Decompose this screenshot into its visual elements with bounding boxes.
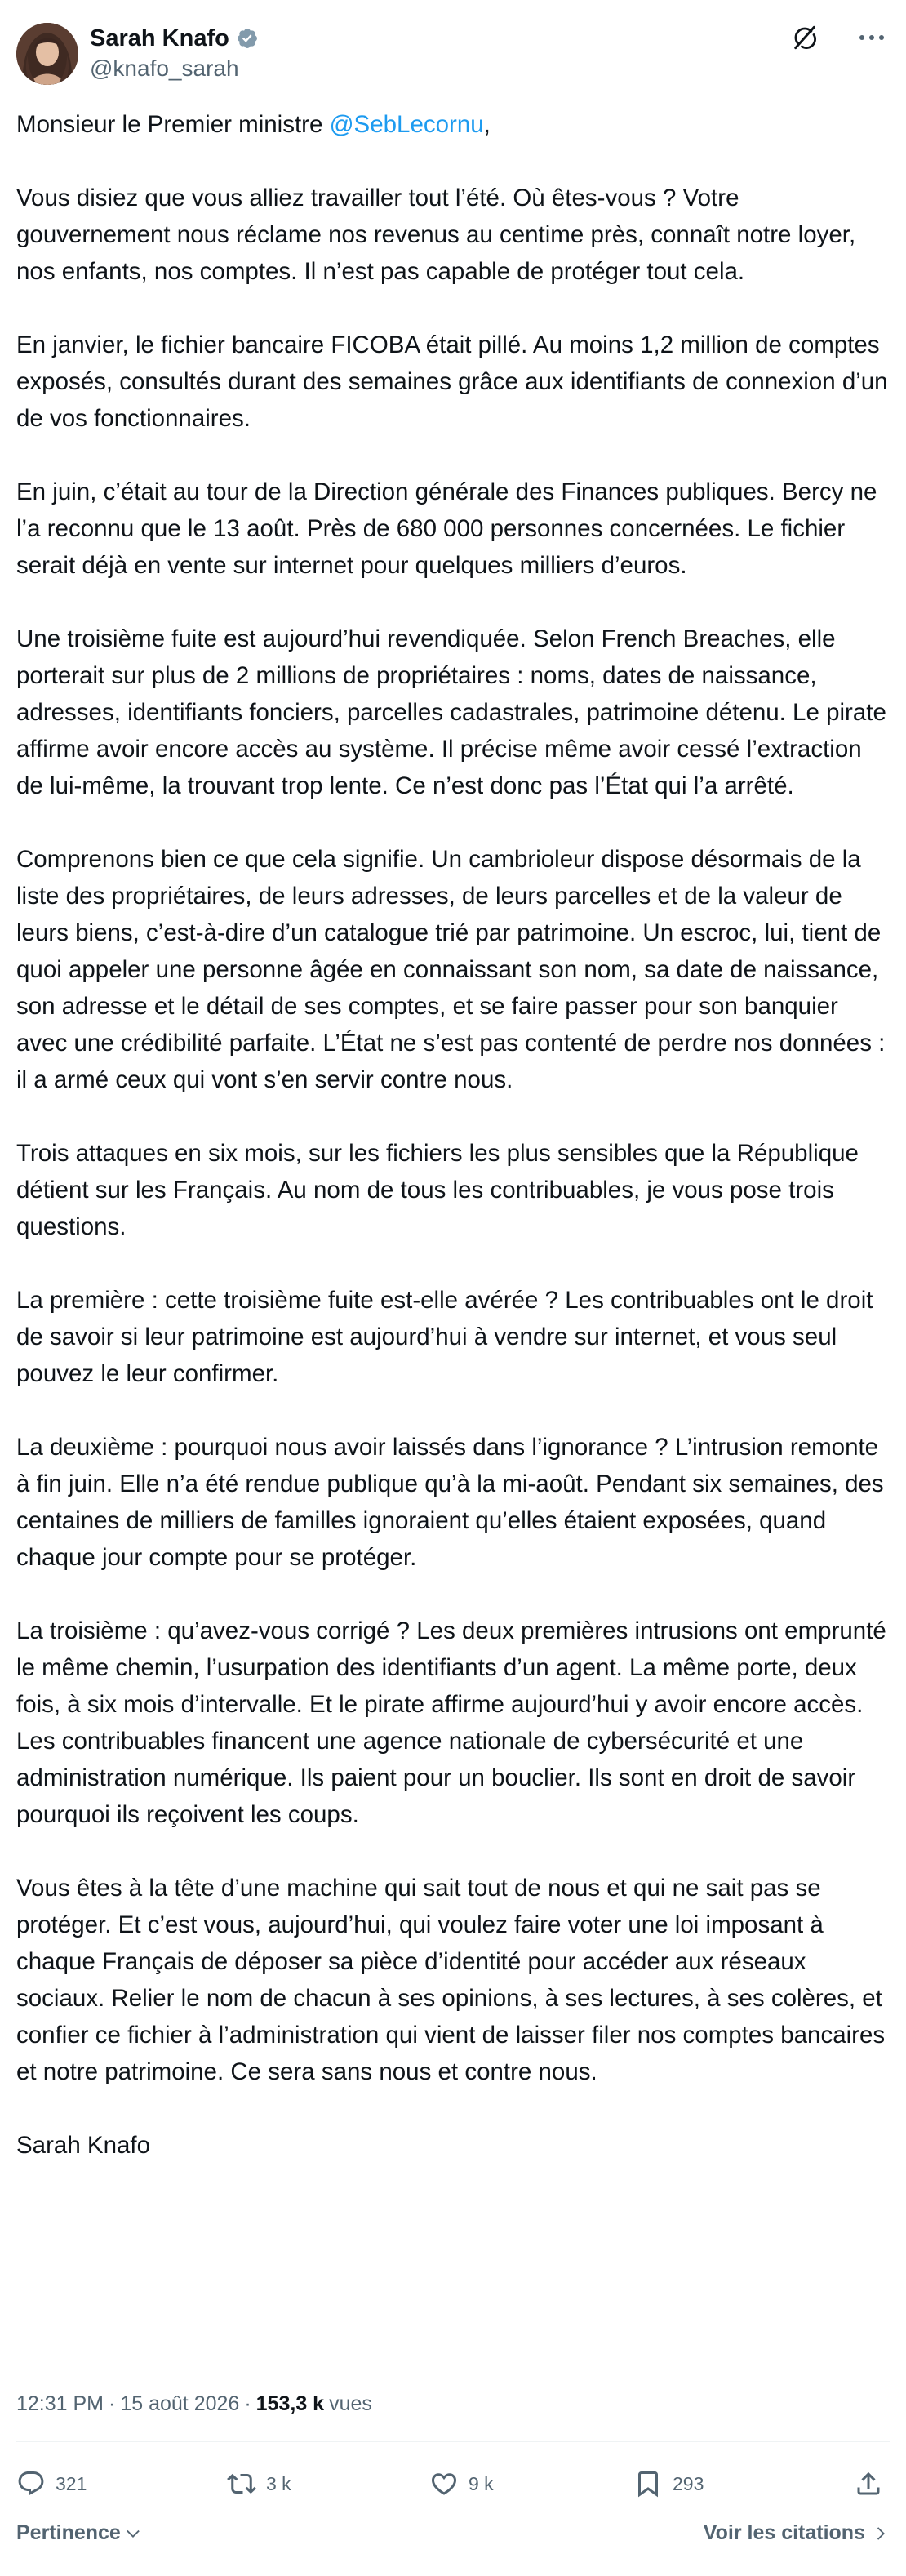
quotes-label: Voir les citations: [703, 2521, 865, 2544]
avatar[interactable]: [16, 23, 78, 85]
paragraph: La deuxième : pourquoi nous avoir laissés dans l’ignorance ? L’intrusion remonte à fin juin. Elle n’a été rendue publique qu’à la mi-août. Pendant six semaines, des centaines de milliers de familles ignoraient qu’elles étaient exposées, quand chaque jour compte pour se protéger.: [16, 1434, 884, 1571]
greeting-paragraph: [16, 106, 890, 143]
greeting-prefix: Monsieur le Premier ministre: [16, 111, 330, 138]
share-icon: [854, 2469, 883, 2498]
reply-count: 321: [56, 2472, 87, 2494]
repost-button[interactable]: [227, 2459, 291, 2508]
reply-button[interactable]: [16, 2459, 87, 2508]
avatar-image: [16, 23, 78, 85]
sort-label: Pertinence: [16, 2521, 121, 2544]
views-label: vues: [329, 2392, 372, 2415]
chevron-down-icon: [124, 2525, 142, 2543]
action-bar: [16, 2459, 890, 2508]
post-date[interactable]: 15 août 2026: [120, 2392, 240, 2415]
like-count: 9 k: [469, 2472, 494, 2494]
author-name-row: [90, 24, 259, 52]
bookmark-icon: [633, 2469, 663, 2498]
more-options-icon[interactable]: [854, 21, 890, 54]
post-time[interactable]: 12:31 PM: [16, 2392, 104, 2415]
greeting-suffix: ,: [483, 111, 491, 138]
paragraph: En juin, c’était au tour de la Direction générale des Finances publiques. Bercy ne l’a reconnu que le 13 août. Près de 680 000 personnes concernées. Le fichier serait déjà en vente sur internet pour quelques milliers d’euros.: [16, 478, 877, 579]
paragraph: La troisième : qu’avez-vous corrigé ? Les deux premières intrusions ont emprunté le même chemin, l’usurpation des identifiants d’un agent. La même porte, deux fois, à six mois d’intervalle. Et le pirate affirme aujourd’hui y avoir encore accès. Les contribuables financent une agence nationale de cybersécurité et une administration numérique. Ils paient pour un bouclier. Ils sont en droit de savoir pourquoi ils reçoivent les coups.: [16, 1617, 886, 1828]
replies-footer: [16, 2515, 890, 2556]
post-header: [16, 20, 890, 85]
grok-icon[interactable]: [788, 21, 821, 54]
post-meta: [16, 2392, 372, 2416]
bookmark-count: 293: [673, 2472, 704, 2494]
paragraph: Vous êtes à la tête d’une machine qui sait tout de nous et qui ne sait pas se protéger. Et c’est vous, aujourd’hui, qui voulez faire voter une loi imposant à chaque Français de déposer sa pièce d’identité pour accéder aux réseaux sociaux. Relier le nom de chacun à ses opinions, à ses lectures, à ses colères, et confier ce fichier à l’administration qui vient de laisser filer nos comptes bancaires et notre patrimoine. Ce sera sans nous et contre nous.: [16, 1875, 886, 2085]
repost-count: 3 k: [266, 2472, 291, 2494]
repost-icon: [227, 2469, 256, 2498]
view-quotes-link[interactable]: [704, 2521, 890, 2545]
chevron-right-icon: [872, 2525, 890, 2543]
reply-icon: [16, 2469, 46, 2498]
paragraph: Une troisième fuite est aujourd’hui revendiquée. Selon French Breaches, elle porterait sur plus de 2 millions de propriétaires : noms, dates de naissance, adresses, identifiants fonciers, parcelles cadastrales, patrimoine détenu. Le pirate affirme avoir encore accès au système. Il précise même avoir cessé l’extraction de lui-même, la trouvant trop lente. Ce n’est donc pas l’État qui l’a arrêté.: [16, 625, 886, 799]
mention-link[interactable]: @SebLecornu: [329, 111, 484, 138]
post-text: [16, 106, 890, 2164]
views-count: 153,3 k: [255, 2392, 325, 2415]
author-block: [90, 24, 259, 82]
heart-icon: [429, 2469, 459, 2498]
paragraph: Vous disiez que vous alliez travailler tout l’été. Où êtes-vous ? Votre gouvernement nous réclame nos revenus au centime près, connaît notre loyer, nos enfants, nos comptes. Il n’est pas capable de protéger tout cela.: [16, 185, 856, 285]
verified-badge-icon[interactable]: [236, 27, 259, 50]
divider: [16, 2441, 890, 2442]
meta-separator: ·: [109, 2392, 116, 2415]
meta-separator: ·: [244, 2392, 251, 2415]
sort-dropdown[interactable]: [16, 2521, 142, 2545]
paragraph: Trois attaques en six mois, sur les fichiers les plus sensibles que la République détient sur les Français. Au nom de tous les contribuables, je vous pose trois questions.: [16, 1140, 859, 1240]
author-name[interactable]: Sarah Knafo: [90, 24, 229, 51]
paragraph: En janvier, le fichier bancaire FICOBA était pillé. Au moins 1,2 million de comptes exposés, consultés durant des semaines grâce aux identifiants de connexion d’un de vos fonctionnaires.: [16, 331, 888, 432]
paragraph: Comprenons bien ce que cela signifie. Un cambrioleur dispose désormais de la liste des propriétaires, de leurs adresses, de leurs parcelles et de la valeur de leurs biens, c’est-à-dire d’un catalogue trié par patrimoine. Un escroc, lui, tient de quoi appeler une personne âgée en connaissant son nom, sa date de naissance, son adresse et le détail de ses comptes, et se faire passer pour son banquier avec une crédibilité parfaite. L’État ne s’est pas contenté de perdre nos données : il a armé ceux qui vont s’en servir contre nous.: [16, 846, 886, 1093]
signature: Sarah Knafo: [16, 2132, 151, 2159]
bookmark-button[interactable]: [633, 2459, 704, 2508]
paragraph: La première : cette troisième fuite est-elle avérée ? Les contribuables ont le droit de savoir si leur patrimoine est aujourd’hui à vendre sur internet, et vous seul pouvez le leur confirmer.: [16, 1287, 873, 1387]
like-button[interactable]: [429, 2459, 494, 2508]
author-handle[interactable]: @knafo_sarah: [90, 56, 239, 81]
share-button[interactable]: [854, 2459, 883, 2508]
